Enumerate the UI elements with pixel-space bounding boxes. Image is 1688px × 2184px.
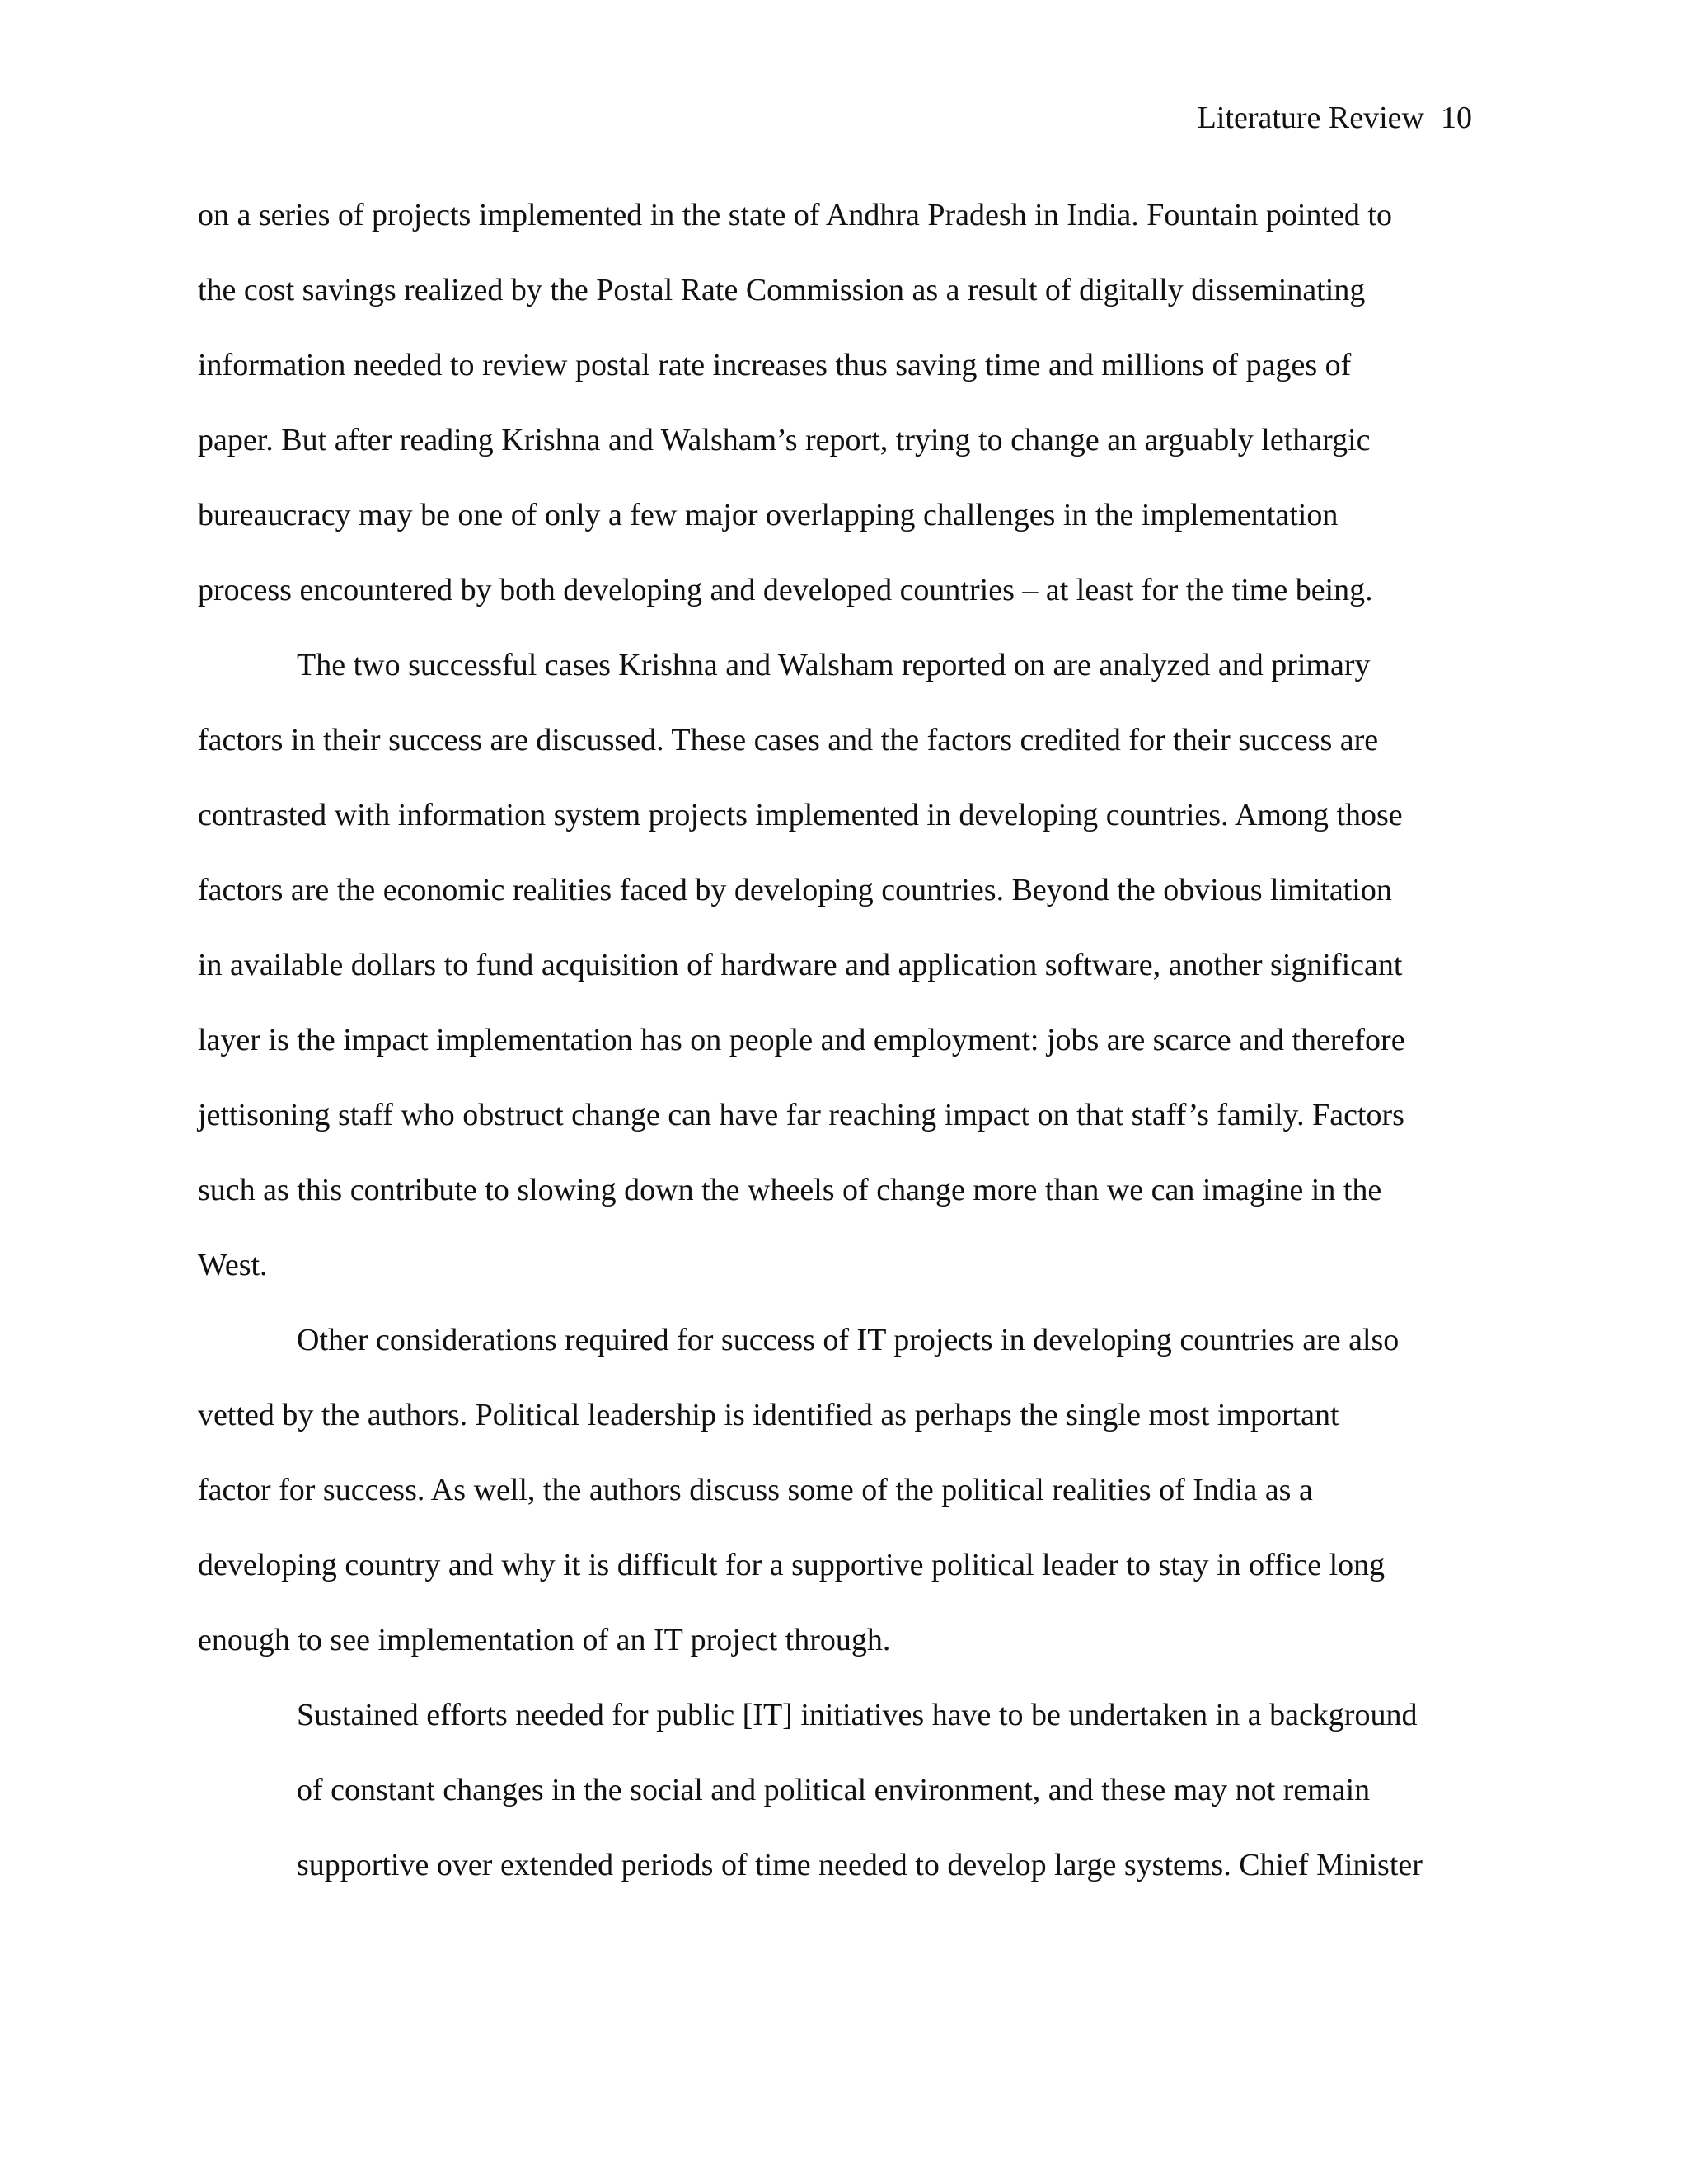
body-line: West.	[198, 1248, 268, 1282]
body-line: factors in their success are discussed. These cases and the factors credited for their success are	[198, 723, 1379, 757]
quote-line: of constant changes in the social and political environment, and these may not remain	[297, 1773, 1371, 1807]
body-line: vetted by the authors. Political leadership is identified as perhaps the single most important	[198, 1398, 1339, 1432]
body-line: bureaucracy may be one of only a few major overlapping challenges in the implementation	[198, 498, 1339, 532]
body-line: such as this contribute to slowing down the wheels of change more than we can imagine in the	[198, 1173, 1382, 1207]
body-line: process encountered by both developing and developed countries – at least for the time being.	[198, 573, 1373, 607]
body-line: factors are the economic realities faced by developing countries. Beyond the obvious limitation	[198, 873, 1392, 907]
body-line: jettisoning staff who obstruct change can have far reaching impact on that staff’s family. Factors	[198, 1098, 1404, 1132]
quote-line: Sustained efforts needed for public [IT] initiatives have to be undertaken in a background	[297, 1698, 1418, 1732]
running-head	[1198, 97, 1472, 138]
body-line: enough to see implementation of an IT project through.	[198, 1623, 891, 1657]
body-line: Other considerations required for success of IT projects in developing countries are also	[297, 1323, 1400, 1357]
body-line: paper. But after reading Krishna and Walsham’s report, trying to change an arguably lethargic	[198, 423, 1371, 457]
running-head-title: Literature Review	[1197, 101, 1424, 135]
page-number: 10	[1441, 101, 1472, 135]
body-line: developing country and why it is difficult for a supportive political leader to stay in office long	[198, 1548, 1386, 1582]
body-line: on a series of projects implemented in the state of Andhra Pradesh in India. Fountain pointed to	[198, 198, 1392, 232]
body-line: information needed to review postal rate increases thus saving time and millions of pages of	[198, 348, 1352, 382]
body-line: in available dollars to fund acquisition of hardware and application software, another significant	[198, 948, 1403, 982]
body-line: factor for success. As well, the authors discuss some of the political realities of India as a	[198, 1473, 1313, 1507]
body-line: layer is the impact implementation has on people and employment: jobs are scarce and therefore	[198, 1023, 1405, 1057]
body-line: The two successful cases Krishna and Walsham reported on are analyzed and primary	[297, 648, 1371, 682]
body-line: contrasted with information system projects implemented in developing countries. Among those	[198, 798, 1403, 832]
body-line: the cost savings realized by the Postal Rate Commission as a result of digitally disseminating	[198, 273, 1366, 307]
quote-line: supportive over extended periods of time needed to develop large systems. Chief Minister	[297, 1848, 1423, 1882]
